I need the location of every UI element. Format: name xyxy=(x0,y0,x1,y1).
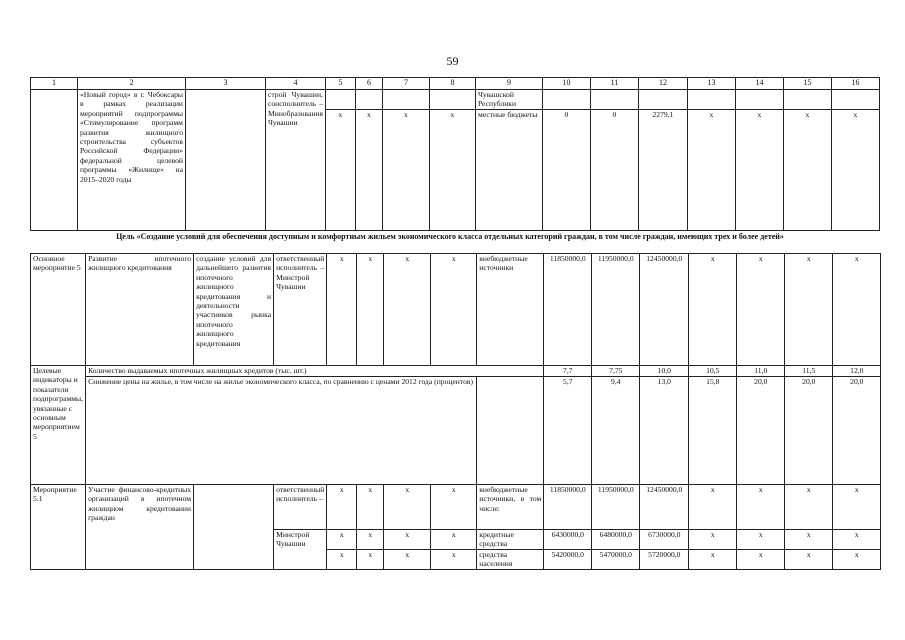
cell-value: 13,0 xyxy=(640,377,689,485)
cell-executor: ответственный исполнитель – xyxy=(274,485,327,530)
cell-value: 6730000,0 xyxy=(640,530,689,550)
table-row xyxy=(31,377,881,485)
cell-mark: x xyxy=(384,530,431,550)
cell-source: средства населения xyxy=(477,550,544,570)
cell-mark: x xyxy=(833,550,881,570)
cell-value: 10,5 xyxy=(689,366,737,377)
cell-mark: x xyxy=(785,485,833,530)
header-row xyxy=(31,78,880,90)
cell-value: 20,0 xyxy=(737,377,785,485)
cell-source: внебюджетные источники, в том числе: xyxy=(477,485,544,530)
cell-activity-name: «Новый город» в г. Чебоксары в рамках реализации мероприятий подпрограммы «Стимулирование программ развития жилищного строительства субъектов Российской Федерации» федеральной целевой программы «Жилище» на 2015–2020 годы xyxy=(78,90,186,231)
cell-value: 12,0 xyxy=(833,366,881,377)
cell-mark: x xyxy=(384,550,431,570)
cell-value: 7,75 xyxy=(592,366,640,377)
cell-empty xyxy=(355,90,382,110)
header-cell: 9 xyxy=(475,78,542,90)
cell-mark: x xyxy=(833,485,881,530)
cell-empty xyxy=(31,90,78,231)
cell-mark: x xyxy=(689,550,737,570)
header-cell: 11 xyxy=(590,78,638,90)
cell-executor: Минстрой Чувашии xyxy=(274,530,327,570)
cell-indicator: Снижение цены на жилье, в том числе на жилье экономического класса, по сравнению с ценами 2012 года (процентов) xyxy=(86,377,477,485)
cell-main-activity: Основное мероприятие 5 xyxy=(31,254,86,366)
cell-value: 20,0 xyxy=(833,377,881,485)
cell-source: местные бюджеты xyxy=(475,110,542,231)
cell-targets-label: Целевые индикаторы и показатели подпрограммы, увязанные с основным мероприятием 5 xyxy=(31,366,86,485)
cell-source: Чувашской Республики xyxy=(475,90,542,110)
goal-heading: Цель «Создание условий для обеспечения доступным и комфортным жильем экономического класса отдельных категорий граждан, в том числе граждан, имеющих трех и более детей» xyxy=(116,232,784,241)
cell-mark: x xyxy=(355,110,382,231)
cell-mark: x xyxy=(327,254,357,366)
header-cell: 6 xyxy=(355,78,382,90)
table-row xyxy=(31,90,880,110)
cell-value: 5,7 xyxy=(544,377,592,485)
cell-empty xyxy=(831,90,879,110)
cell-mark: x xyxy=(833,530,881,550)
cell-mark: x xyxy=(384,485,431,530)
cell-value: 12450000,0 xyxy=(640,254,689,366)
cell-empty xyxy=(186,90,266,231)
cell-executor: ответственный исполнитель – Минстрой Чувашии xyxy=(274,254,327,366)
cell-mark: x xyxy=(327,550,357,570)
header-cell: 12 xyxy=(638,78,687,90)
table-row xyxy=(31,485,881,530)
cell-empty xyxy=(542,90,590,110)
header-cell: 5 xyxy=(325,78,355,90)
cell-value: 20,0 xyxy=(785,377,833,485)
cell-mark: x xyxy=(785,254,833,366)
cell-activity-number: Мероприятие 5.1 xyxy=(31,485,86,570)
cell-value: 0 xyxy=(542,110,590,231)
cell-mark: x xyxy=(327,530,357,550)
cell-value: 9,4 xyxy=(592,377,640,485)
cell-empty xyxy=(382,90,429,110)
header-cell: 16 xyxy=(831,78,879,90)
cell-value: 5470000,0 xyxy=(592,550,640,570)
cell-value: 12450000,0 xyxy=(640,485,689,530)
cell-indicator: Количество выдаваемых ипотечных жилищных кредитов (тыс. шт.) xyxy=(86,366,544,377)
table-row xyxy=(31,366,881,377)
table-row xyxy=(31,254,881,366)
cell-mark: x xyxy=(689,254,737,366)
cell-empty xyxy=(783,90,831,110)
cell-value: 11850000,0 xyxy=(544,485,592,530)
header-cell: 7 xyxy=(382,78,429,90)
cell-value: 11950000,0 xyxy=(592,254,640,366)
cell-empty xyxy=(477,377,544,485)
program-table-top xyxy=(30,77,880,231)
page-number: 59 xyxy=(446,54,459,68)
cell-executor: строй Чувашии, соисполнитель – Минобразования Чувашии xyxy=(266,90,326,231)
cell-value: 2279,1 xyxy=(638,110,687,231)
cell-mark: x xyxy=(785,550,833,570)
cell-mark: x xyxy=(431,485,477,530)
cell-mark: x xyxy=(384,254,431,366)
cell-value: 10,0 xyxy=(640,366,689,377)
cell-empty xyxy=(735,90,783,110)
cell-mark: x xyxy=(357,550,384,570)
cell-empty xyxy=(638,90,687,110)
cell-mark: x xyxy=(689,530,737,550)
cell-mark: x xyxy=(735,110,783,231)
header-cell: 3 xyxy=(186,78,266,90)
cell-empty xyxy=(325,90,355,110)
cell-mark: x xyxy=(325,110,355,231)
cell-source: кредитные средства xyxy=(477,530,544,550)
header-cell: 10 xyxy=(542,78,590,90)
cell-value: 6480000,0 xyxy=(592,530,640,550)
cell-mark: x xyxy=(429,110,475,231)
cell-source: внебюджетные источники xyxy=(477,254,544,366)
cell-result: создание условий для дальнейшего развития ипотечного жилищного кредитования и деятельности участников рынка ипотечного жилищного кредитования xyxy=(194,254,274,366)
cell-value: 7,7 xyxy=(544,366,592,377)
header-cell: 15 xyxy=(783,78,831,90)
header-cell: 2 xyxy=(78,78,186,90)
cell-value: 5720000,0 xyxy=(640,550,689,570)
cell-activity-name: Развитие ипотечного жилищного кредитования xyxy=(86,254,194,366)
header-cell: 8 xyxy=(429,78,475,90)
cell-mark: x xyxy=(431,530,477,550)
cell-mark: x xyxy=(431,550,477,570)
cell-mark: x xyxy=(687,110,735,231)
cell-mark: x xyxy=(357,485,384,530)
cell-mark: x xyxy=(783,110,831,231)
cell-value: 6430000,0 xyxy=(544,530,592,550)
cell-value: 11,0 xyxy=(737,366,785,377)
cell-mark: x xyxy=(357,254,384,366)
program-table-bottom xyxy=(30,253,881,570)
cell-empty xyxy=(590,90,638,110)
cell-mark: x xyxy=(737,254,785,366)
cell-mark: x xyxy=(831,110,879,231)
cell-empty xyxy=(429,90,475,110)
cell-value: 5420000,0 xyxy=(544,550,592,570)
cell-value: 11850000,0 xyxy=(544,254,592,366)
cell-empty xyxy=(687,90,735,110)
cell-mark: x xyxy=(737,485,785,530)
header-cell: 1 xyxy=(31,78,78,90)
cell-mark: x xyxy=(327,485,357,530)
cell-empty xyxy=(194,485,274,570)
header-cell: 14 xyxy=(735,78,783,90)
cell-mark: x xyxy=(785,530,833,550)
cell-mark: x xyxy=(737,550,785,570)
cell-mark: x xyxy=(833,254,881,366)
header-cell: 13 xyxy=(687,78,735,90)
cell-mark: x xyxy=(431,254,477,366)
cell-value: 11950000,0 xyxy=(592,485,640,530)
cell-activity-name: Участие финансово-кредитных организаций в ипотечном жилищном кредитовании граждан xyxy=(86,485,194,570)
cell-mark: x xyxy=(689,485,737,530)
cell-value: 0 xyxy=(590,110,638,231)
cell-mark: x xyxy=(382,110,429,231)
cell-value: 11,5 xyxy=(785,366,833,377)
cell-value: 15,8 xyxy=(689,377,737,485)
cell-mark: x xyxy=(357,530,384,550)
cell-mark: x xyxy=(737,530,785,550)
header-cell: 4 xyxy=(266,78,326,90)
